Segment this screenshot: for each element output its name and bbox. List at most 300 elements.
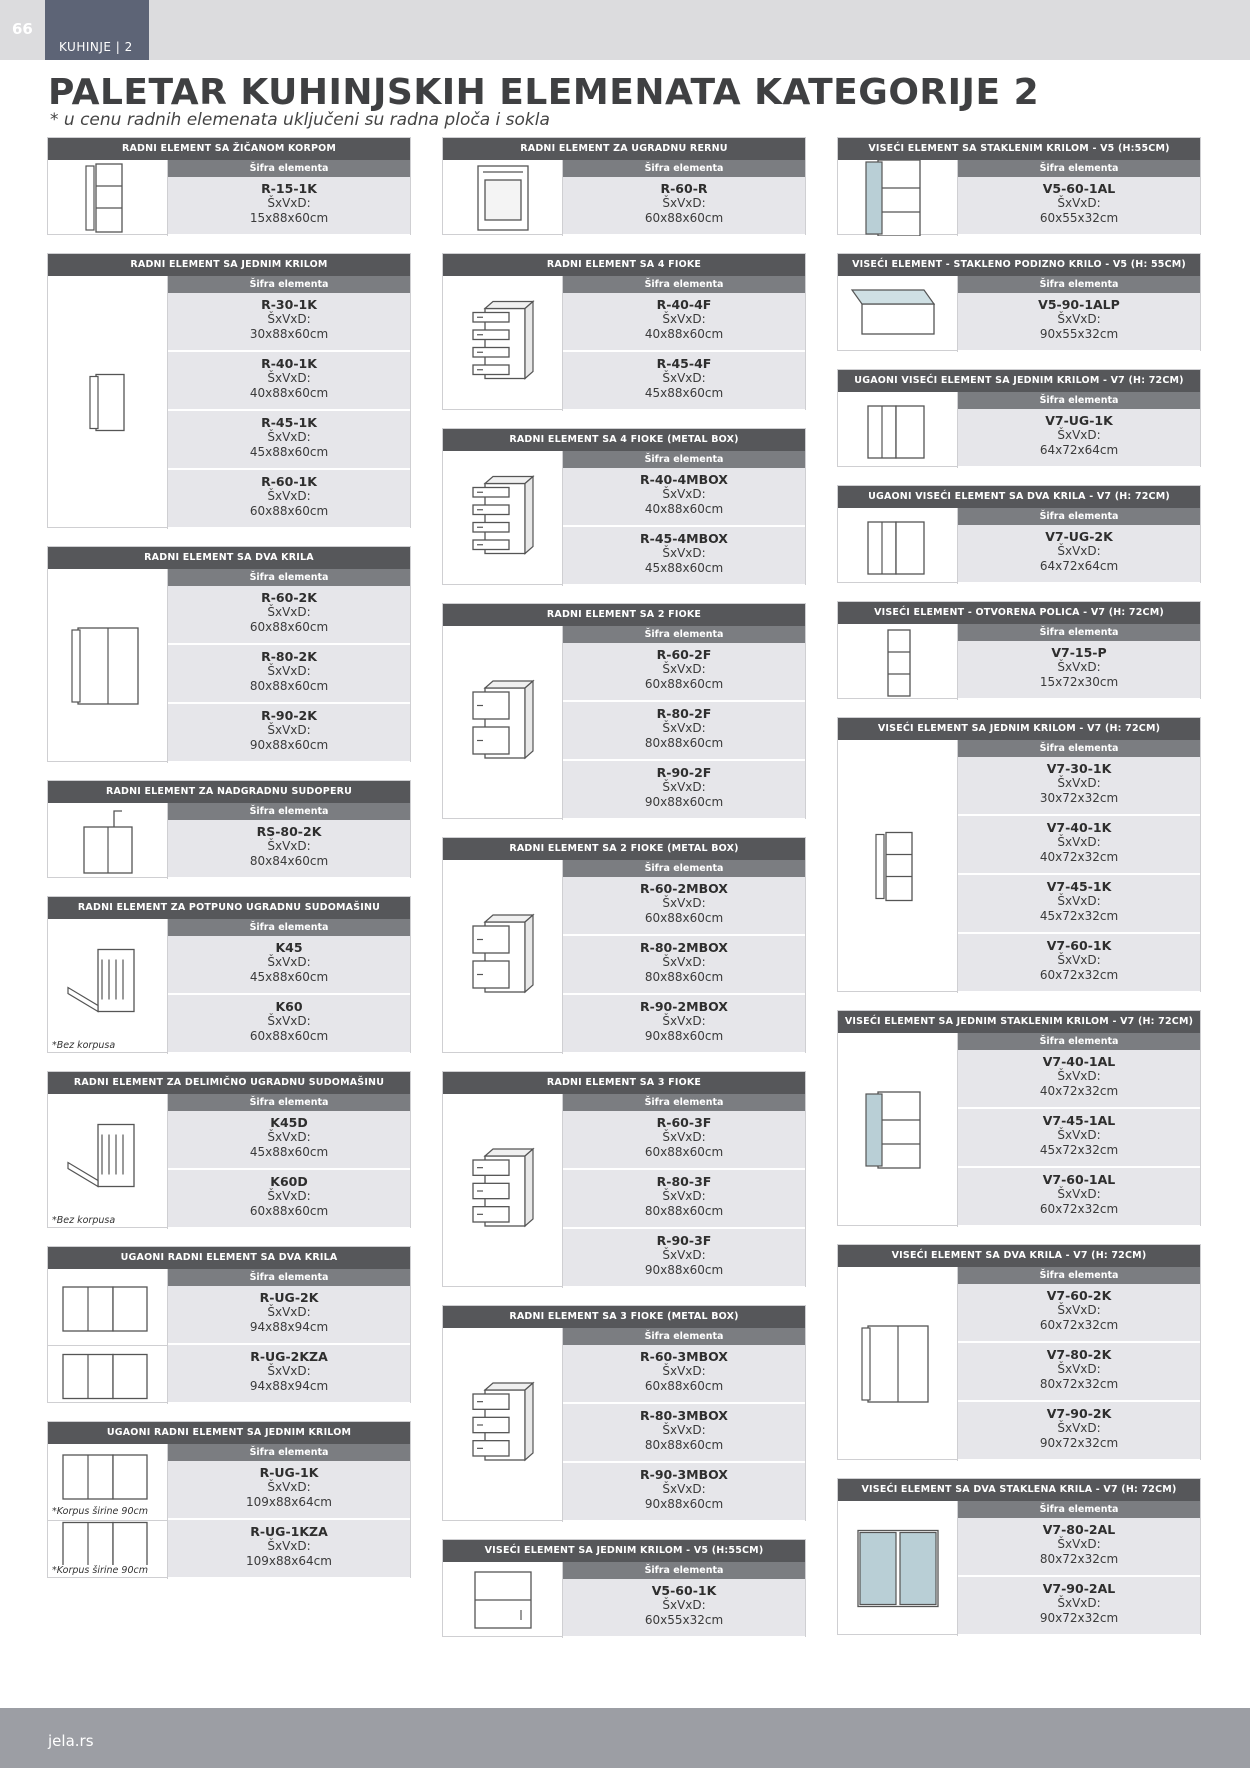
dims-label: ŠxVxD: xyxy=(662,487,706,501)
element-code: R-60-3F xyxy=(656,1115,712,1130)
element-code: K60 xyxy=(275,999,303,1014)
dims-value: 60x88x60cm xyxy=(249,1204,329,1218)
block-body xyxy=(48,919,410,1054)
sifra-header: Šifra elementa xyxy=(958,276,1200,293)
spec-row xyxy=(958,1343,1200,1402)
dims-value: 80x88x60cm xyxy=(644,1438,724,1452)
sifra-header: Šifra elementa xyxy=(168,1094,410,1111)
block-body xyxy=(443,860,805,1054)
sifra-header: Šifra elementa xyxy=(563,160,805,177)
image-cell xyxy=(443,626,563,820)
block-title: RADNI ELEMENT SA DVA KRILA xyxy=(48,547,410,569)
spec-row xyxy=(563,177,805,236)
block-title: RADNI ELEMENT ZA DELIMIČNO UGRADNU SUDOMAŠINU xyxy=(48,1072,410,1094)
element-code: R-40-4MBOX xyxy=(640,472,728,487)
sifra-header: Šifra elementa xyxy=(958,160,1200,177)
block-body xyxy=(48,1444,410,1579)
dims-value: 30x72x32cm xyxy=(1039,791,1119,805)
block-body xyxy=(838,392,1200,468)
spec-column xyxy=(958,508,1200,584)
element-code: R-90-3F xyxy=(656,1233,712,1248)
spec-row xyxy=(563,1579,805,1638)
catalog-block xyxy=(837,717,1201,992)
element-code: R-UG-2K xyxy=(259,1290,319,1305)
sifra-header: Šifra elementa xyxy=(563,626,805,643)
dims-label: ŠxVxD: xyxy=(1057,1362,1101,1376)
spec-column xyxy=(563,626,805,820)
spec-row xyxy=(958,177,1200,236)
dims-value: 64x72x64cm xyxy=(1039,559,1119,573)
block-body xyxy=(48,276,410,529)
dims-value: 60x88x60cm xyxy=(249,620,329,634)
image-cell xyxy=(48,803,168,879)
element-code: R-80-3F xyxy=(656,1174,712,1189)
element-code: R-90-2MBOX xyxy=(640,999,728,1014)
dims-value: 64x72x64cm xyxy=(1039,443,1119,457)
block-title: RADNI ELEMENT SA ŽIČANOM KORPOM xyxy=(48,138,410,160)
image-cell xyxy=(838,740,958,993)
image-cell xyxy=(48,569,168,763)
spec-column xyxy=(168,1444,410,1579)
dims-value: 60x88x60cm xyxy=(644,677,724,691)
dims-label: ŠxVxD: xyxy=(662,1014,706,1028)
image-cell xyxy=(443,1328,563,1522)
catalog-block xyxy=(837,253,1201,351)
bottom-bar xyxy=(0,1708,1250,1768)
element-code: R-60-2MBOX xyxy=(640,881,728,896)
element-code: V7-90-2AL xyxy=(1042,1581,1116,1596)
catalog-block xyxy=(47,1421,411,1578)
block-title: RADNI ELEMENT SA JEDNIM KRILOM xyxy=(48,254,410,276)
catalog-block xyxy=(837,1244,1201,1460)
dims-value: 60x88x60cm xyxy=(644,1145,724,1159)
dims-label: ŠxVxD: xyxy=(662,1364,706,1378)
spec-column xyxy=(563,451,805,586)
element-code: R-60-R xyxy=(660,181,708,196)
block-title: RADNI ELEMENT ZA NADGRADNU SUDOPERU xyxy=(48,781,410,803)
catalog-block xyxy=(442,837,806,1053)
tall-wall-cabinet-icon xyxy=(838,740,958,993)
catalog-block xyxy=(837,1010,1201,1226)
dims-value: 80x88x60cm xyxy=(644,736,724,750)
dims-label: ŠxVxD: xyxy=(662,1423,706,1437)
catalog-block xyxy=(47,253,411,528)
section-tab xyxy=(45,0,149,60)
sifra-header: Šifra elementa xyxy=(168,276,410,293)
image-cell xyxy=(838,1267,958,1461)
catalog-block xyxy=(47,1246,411,1403)
sifra-header: Šifra elementa xyxy=(563,1562,805,1579)
block-body xyxy=(838,1267,1200,1461)
spec-column xyxy=(168,1269,410,1404)
wall-cabinet-icon xyxy=(443,1562,563,1638)
element-code: R-UG-2KZA xyxy=(250,1349,328,1364)
spec-column xyxy=(563,1328,805,1522)
dims-value: 90x72x32cm xyxy=(1039,1611,1119,1625)
block-body xyxy=(443,1562,805,1638)
dims-value: 109x88x64cm xyxy=(246,1495,332,1509)
catalog-block xyxy=(442,603,806,819)
block-body xyxy=(443,451,805,586)
element-code: V7-45-1K xyxy=(1046,879,1112,894)
dims-value: 80x88x60cm xyxy=(644,970,724,984)
spec-row xyxy=(563,643,805,702)
page-subtitle: * u cenu radnih elemenata uključeni su radna ploča i sokla xyxy=(50,110,550,130)
element-code: V5-60-1AL xyxy=(1042,181,1116,196)
sifra-header: Šifra elementa xyxy=(168,1269,410,1286)
corner-base-cabinet-icon xyxy=(48,1345,168,1404)
spec-column xyxy=(168,803,410,879)
element-code: V7-80-2K xyxy=(1046,1347,1112,1362)
spec-column xyxy=(563,160,805,236)
spec-row xyxy=(958,934,1200,993)
spec-row xyxy=(563,1111,805,1170)
dims-value: 45x88x60cm xyxy=(644,561,724,575)
dims-label: ŠxVxD: xyxy=(662,1598,706,1612)
image-cell xyxy=(443,276,563,411)
dims-value: 40x88x60cm xyxy=(644,502,724,516)
catalog-block xyxy=(442,253,806,410)
site-url: jela.rs xyxy=(48,1732,94,1750)
dims-value: 90x88x60cm xyxy=(644,795,724,809)
image-cell xyxy=(838,276,958,352)
element-code: V7-UG-1K xyxy=(1045,413,1113,428)
block-title: VISEĆI ELEMENT SA JEDNIM KRILOM - V7 (H: 72CM) xyxy=(838,718,1200,740)
spec-column xyxy=(958,624,1200,700)
spec-row xyxy=(563,1170,805,1229)
spec-column xyxy=(168,1094,410,1229)
catalog-block xyxy=(442,137,806,235)
dims-value: 60x72x32cm xyxy=(1039,1202,1119,1216)
block-body xyxy=(838,1501,1200,1636)
block-body xyxy=(48,803,410,879)
dims-label: ŠxVxD: xyxy=(267,664,311,678)
catalog-block xyxy=(47,1071,411,1228)
catalog-block xyxy=(837,1478,1201,1635)
spec-row xyxy=(958,409,1200,468)
spec-row xyxy=(958,1518,1200,1577)
spec-row xyxy=(168,1461,410,1520)
open-shelf-icon xyxy=(838,624,958,700)
spec-row xyxy=(958,1577,1200,1636)
footnote: *Bez korpusa xyxy=(52,1040,116,1051)
dims-label: ŠxVxD: xyxy=(267,1130,311,1144)
catalog-block xyxy=(837,137,1201,235)
dims-label: ŠxVxD: xyxy=(662,955,706,969)
dims-value: 94x88x94cm xyxy=(249,1320,329,1334)
dims-label: ŠxVxD: xyxy=(662,1189,706,1203)
block-title: UGAONI RADNI ELEMENT SA DVA KRILA xyxy=(48,1247,410,1269)
dims-value: 15x72x30cm xyxy=(1039,675,1119,689)
spec-row xyxy=(168,586,410,645)
spec-row xyxy=(958,1284,1200,1343)
dims-label: ŠxVxD: xyxy=(1057,544,1101,558)
element-code: RS-80-2K xyxy=(256,824,322,839)
dims-label: ŠxVxD: xyxy=(267,371,311,385)
spec-column xyxy=(958,740,1200,993)
element-code: R-60-2K xyxy=(261,590,317,605)
spec-row xyxy=(563,1404,805,1463)
dims-label: ŠxVxD: xyxy=(662,371,706,385)
image-cell xyxy=(48,160,168,236)
corner-wall-cabinet-icon xyxy=(838,508,958,584)
block-body xyxy=(48,1094,410,1229)
dims-label: ŠxVxD: xyxy=(662,721,706,735)
image-cell xyxy=(48,1269,168,1404)
dims-label: ŠxVxD: xyxy=(1057,1128,1101,1142)
double-glass-door-wall-cabinet-icon xyxy=(838,1501,958,1636)
spec-column xyxy=(168,919,410,1054)
element-code: V7-15-P xyxy=(1051,645,1107,660)
lift-up-glass-cabinet-icon xyxy=(838,276,958,352)
image-cell xyxy=(48,1094,168,1229)
image-cell xyxy=(838,1033,958,1227)
block-title: RADNI ELEMENT SA 2 FIOKE xyxy=(443,604,805,626)
spec-row xyxy=(958,293,1200,352)
element-code: R-UG-1KZA xyxy=(250,1524,328,1539)
wire-basket-cabinet-icon xyxy=(48,160,168,236)
block-body xyxy=(838,508,1200,584)
block-body xyxy=(838,276,1200,352)
spec-row xyxy=(168,1111,410,1170)
double-door-base-cabinet-icon xyxy=(48,569,168,763)
element-code: R-45-1K xyxy=(261,415,317,430)
element-code: V5-60-1K xyxy=(651,1583,717,1598)
spec-row xyxy=(958,1402,1200,1461)
spec-row xyxy=(168,936,410,995)
dims-label: ŠxVxD: xyxy=(267,312,311,326)
dims-label: ŠxVxD: xyxy=(267,489,311,503)
dims-label: ŠxVxD: xyxy=(1057,1187,1101,1201)
element-code: V7-60-2K xyxy=(1046,1288,1112,1303)
sifra-header: Šifra elementa xyxy=(168,1444,410,1461)
dims-value: 60x88x60cm xyxy=(249,504,329,518)
spec-row xyxy=(958,1168,1200,1227)
element-code: V7-45-1AL xyxy=(1042,1113,1116,1128)
element-code: R-60-3MBOX xyxy=(640,1349,728,1364)
corner-base-cabinet-icon xyxy=(48,1269,168,1345)
block-body xyxy=(838,624,1200,700)
dims-label: ŠxVxD: xyxy=(267,196,311,210)
sifra-header: Šifra elementa xyxy=(958,392,1200,409)
element-code: R-UG-1K xyxy=(259,1465,319,1480)
corner-single-door-cabinet-icon xyxy=(48,1444,168,1506)
image-cell xyxy=(443,451,563,586)
block-title: RADNI ELEMENT SA 3 FIOKE xyxy=(443,1072,805,1094)
image-cell xyxy=(838,160,958,236)
dims-label: ŠxVxD: xyxy=(1057,312,1101,326)
block-title: VISEĆI ELEMENT SA DVA STAKLENA KRILA - V7 (H: 72CM) xyxy=(838,1479,1200,1501)
element-code: R-80-3MBOX xyxy=(640,1408,728,1423)
dims-label: ŠxVxD: xyxy=(1057,1596,1101,1610)
spec-row xyxy=(563,702,805,761)
element-code: R-60-1K xyxy=(261,474,317,489)
image-cell xyxy=(48,1444,168,1579)
block-title: RADNI ELEMENT ZA POTPUNO UGRADNU SUDOMAŠINU xyxy=(48,897,410,919)
block-title: RADNI ELEMENT SA 4 FIOKE (METAL BOX) xyxy=(443,429,805,451)
spec-column xyxy=(168,160,410,236)
dims-value: 30x88x60cm xyxy=(249,327,329,341)
dims-label: ŠxVxD: xyxy=(267,430,311,444)
spec-row xyxy=(563,1463,805,1522)
spec-row xyxy=(563,527,805,586)
dims-value: 40x88x60cm xyxy=(644,327,724,341)
dims-label: ŠxVxD: xyxy=(267,1305,311,1319)
spec-row xyxy=(563,936,805,995)
spec-row xyxy=(563,468,805,527)
dims-value: 45x88x60cm xyxy=(249,970,329,984)
element-code: V7-60-1AL xyxy=(1042,1172,1116,1187)
block-body xyxy=(443,626,805,820)
sifra-header: Šifra elementa xyxy=(168,160,410,177)
dims-label: ŠxVxD: xyxy=(267,723,311,737)
dims-label: ŠxVxD: xyxy=(662,312,706,326)
block-title: RADNI ELEMENT SA 3 FIOKE (METAL BOX) xyxy=(443,1306,805,1328)
image-cell xyxy=(443,1562,563,1638)
dims-value: 80x72x32cm xyxy=(1039,1377,1119,1391)
dims-label: ŠxVxD: xyxy=(662,1248,706,1262)
spec-row xyxy=(958,1109,1200,1168)
page-title: PALETAR KUHINJSKIH ELEMENATA KATEGORIJE 2 xyxy=(48,72,1040,113)
block-body xyxy=(48,569,410,763)
dims-value: 60x72x32cm xyxy=(1039,968,1119,982)
sifra-header: Šifra elementa xyxy=(563,860,805,877)
dims-value: 90x88x60cm xyxy=(644,1029,724,1043)
footnote: *Bez korpusa xyxy=(52,1215,116,1226)
spec-row xyxy=(168,1286,410,1345)
dims-label: ŠxVxD: xyxy=(267,605,311,619)
image-cell xyxy=(838,508,958,584)
block-title: RADNI ELEMENT ZA UGRADNU RERNU xyxy=(443,138,805,160)
dims-label: ŠxVxD: xyxy=(662,780,706,794)
spec-row xyxy=(563,1229,805,1288)
element-code: V7-30-1K xyxy=(1046,761,1112,776)
catalog-block xyxy=(837,601,1201,699)
spec-column xyxy=(168,276,410,529)
image-cell xyxy=(838,624,958,700)
sifra-header: Šifra elementa xyxy=(563,1328,805,1345)
dims-value: 80x72x32cm xyxy=(1039,1552,1119,1566)
spec-row xyxy=(168,1345,410,1404)
spec-row xyxy=(958,816,1200,875)
element-code: K60D xyxy=(270,1174,308,1189)
block-body xyxy=(838,1033,1200,1227)
sifra-header: Šifra elementa xyxy=(563,1094,805,1111)
element-code: R-80-2MBOX xyxy=(640,940,728,955)
dims-value: 60x72x32cm xyxy=(1039,1318,1119,1332)
single-door-base-cabinet-icon xyxy=(48,276,168,529)
spec-row xyxy=(168,1520,410,1579)
dims-value: 109x88x64cm xyxy=(246,1554,332,1568)
spec-column xyxy=(958,276,1200,352)
dims-label: ŠxVxD: xyxy=(662,896,706,910)
block-body xyxy=(48,160,410,236)
image-cell xyxy=(48,919,168,1054)
dims-value: 60x88x60cm xyxy=(644,1379,724,1393)
element-code: R-15-1K xyxy=(261,181,317,196)
dims-value: 80x88x60cm xyxy=(249,679,329,693)
four-drawer-cabinet-icon xyxy=(443,451,563,586)
image-cell xyxy=(838,1501,958,1636)
catalog-block xyxy=(442,1071,806,1287)
spec-row xyxy=(168,645,410,704)
spec-row xyxy=(168,995,410,1054)
three-drawer-cabinet-icon xyxy=(443,1094,563,1288)
element-code: R-40-4F xyxy=(656,297,712,312)
spec-row xyxy=(958,875,1200,934)
block-body xyxy=(838,740,1200,993)
dims-label: ŠxVxD: xyxy=(267,1189,311,1203)
element-code: V5-90-1ALP xyxy=(1038,297,1120,312)
catalog-block xyxy=(47,896,411,1053)
section-label: KUHINJE | 2 xyxy=(59,40,133,54)
dishwasher-icon xyxy=(48,1094,168,1215)
block-title: VISEĆI ELEMENT SA JEDNIM STAKLENIM KRILOM - V7 (H: 72CM) xyxy=(838,1011,1200,1033)
element-code: K45 xyxy=(275,940,303,955)
dims-value: 45x72x32cm xyxy=(1039,1143,1119,1157)
sifra-header: Šifra elementa xyxy=(168,919,410,936)
spec-column xyxy=(168,569,410,763)
dims-value: 80x84x60cm xyxy=(249,854,329,868)
block-body xyxy=(443,1094,805,1288)
element-code: V7-40-1AL xyxy=(1042,1054,1116,1069)
element-code: V7-80-2AL xyxy=(1042,1522,1116,1537)
dims-value: 45x88x60cm xyxy=(249,1145,329,1159)
block-body xyxy=(838,160,1200,236)
sifra-header: Šifra elementa xyxy=(168,803,410,820)
dims-label: ŠxVxD: xyxy=(662,546,706,560)
spec-row xyxy=(563,995,805,1054)
footnote: *Korpus širine 90cm xyxy=(52,1506,148,1517)
spec-column xyxy=(958,160,1200,236)
element-code: R-90-2K xyxy=(261,708,317,723)
dims-value: 40x72x32cm xyxy=(1039,1084,1119,1098)
dims-label: ŠxVxD: xyxy=(662,1130,706,1144)
block-body xyxy=(48,1269,410,1404)
spec-column xyxy=(563,860,805,1054)
spec-column xyxy=(958,392,1200,468)
dims-value: 90x55x32cm xyxy=(1039,327,1119,341)
element-code: V7-UG-2K xyxy=(1045,529,1113,544)
catalog-block xyxy=(442,1539,806,1637)
dims-label: ŠxVxD: xyxy=(1057,1421,1101,1435)
sifra-header: Šifra elementa xyxy=(958,624,1200,641)
catalog-block xyxy=(442,1305,806,1521)
element-code: R-60-2F xyxy=(656,647,712,662)
spec-column xyxy=(563,1562,805,1638)
dims-value: 15x88x60cm xyxy=(249,211,329,225)
catalog-block xyxy=(47,137,411,235)
dims-label: ŠxVxD: xyxy=(1057,776,1101,790)
dims-label: ŠxVxD: xyxy=(662,196,706,210)
two-drawer-cabinet-icon xyxy=(443,626,563,820)
block-title: VISEĆI ELEMENT SA STAKLENIM KRILOM - V5 (H:55CM) xyxy=(838,138,1200,160)
sifra-header: Šifra elementa xyxy=(958,1033,1200,1050)
spec-row xyxy=(563,293,805,352)
spec-row xyxy=(958,1050,1200,1109)
dims-label: ŠxVxD: xyxy=(1057,953,1101,967)
block-body xyxy=(443,160,805,236)
dims-label: ŠxVxD: xyxy=(1057,1537,1101,1551)
element-code: R-40-1K xyxy=(261,356,317,371)
spec-row xyxy=(168,293,410,352)
element-code: V7-60-1K xyxy=(1046,938,1112,953)
block-body xyxy=(443,1328,805,1522)
image-cell xyxy=(443,1094,563,1288)
spec-row xyxy=(168,1170,410,1229)
corner-single-door-cabinet-icon xyxy=(48,1520,168,1565)
spec-row xyxy=(168,352,410,411)
